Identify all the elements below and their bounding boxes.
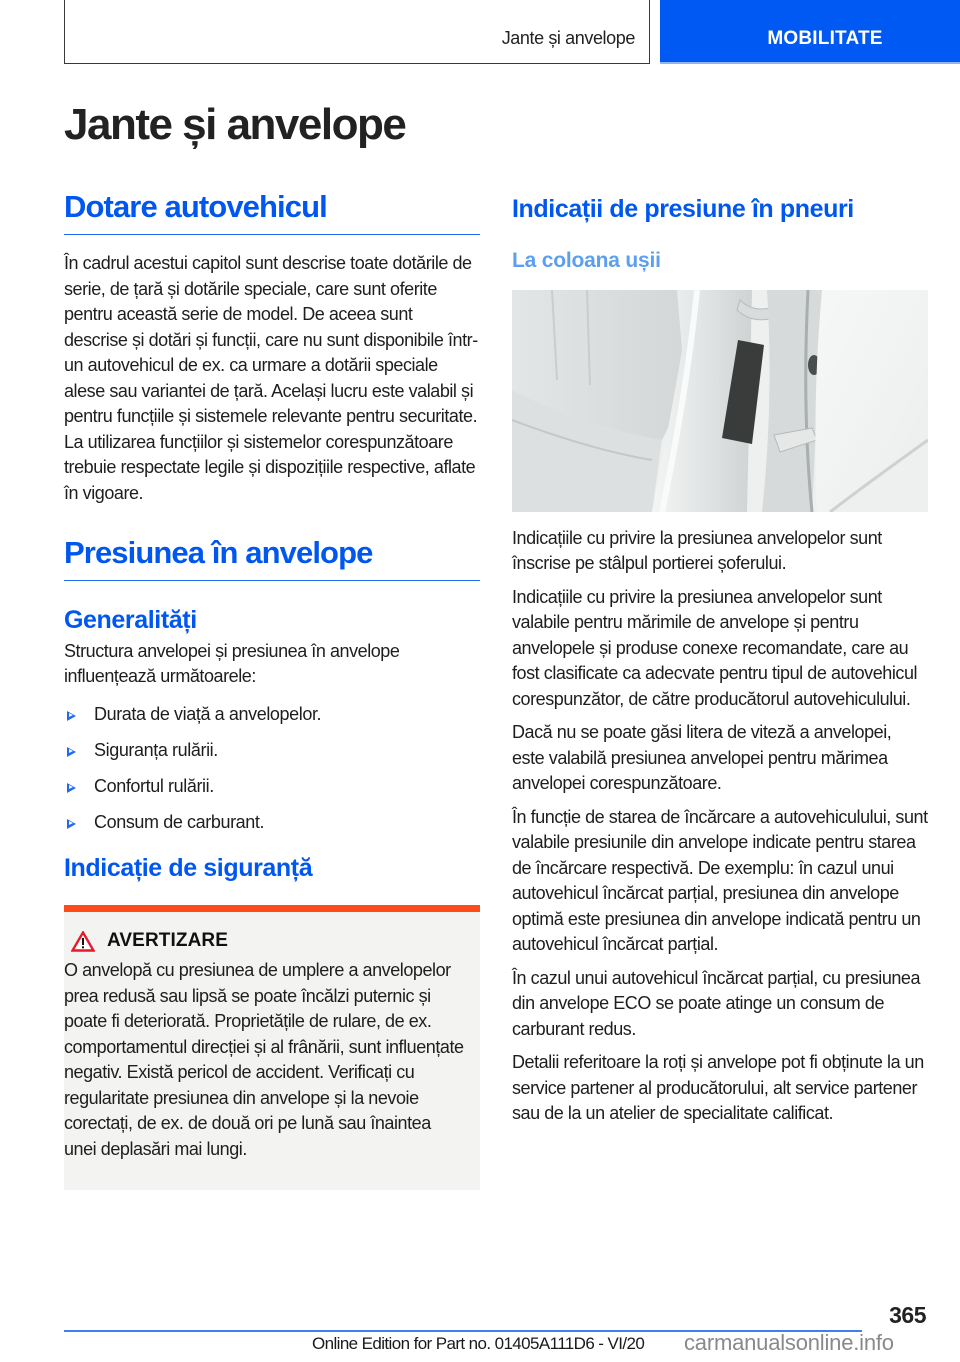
pressure-paragraph-1: Indicațiile cu privire la presiunea anvelopelor sunt înscrise pe stâlpul portierei șoferului. [512, 527, 882, 574]
heading-safety: Indicație de siguranță [64, 853, 313, 882]
page-title: Jante și anvelope [64, 100, 406, 149]
pressure-paragraph-6: Detalii referitoare la roți și anvelope pot fi obținute la un service partener al producătorului, alt service partener sau de la un atelier de specialitate calificat. [512, 1052, 924, 1124]
warning-triangle-icon [71, 931, 95, 952]
running-header-section-tab [660, 0, 960, 64]
list-item: Siguranța rulării. [64, 738, 480, 763]
heading-pressure-info: Indicații de presiune în pneuri [512, 195, 854, 223]
triangle-bullet-icon [67, 819, 76, 829]
pressure-paragraph-4: În funcție de starea de încărcare a autovehiculului, sunt valabile presiunile din anvelope indicate pentru starea de încărcare respectivă. De exemplu: în cazul unui autovehicul încărcat parțial, presiunea din anvelope optimă este presiunea din anvelope indicată pentru un autovehicul încărcat parțial. [512, 806, 928, 955]
page-number: 365 [889, 1302, 926, 1328]
warning-box [64, 905, 480, 1190]
triangle-bullet-icon [67, 783, 76, 793]
door-pillar-drawing [512, 290, 928, 512]
triangle-bullet-icon [67, 711, 76, 721]
left-column [64, 190, 480, 1190]
footer-watermark: carmanualsonline.info [684, 1330, 894, 1355]
warning-header [64, 930, 464, 952]
equipment-paragraph: În cadrul acestui capitol sunt descrise toate dotările de serie, de țară și dotările speciale, care sunt oferite pentru această serie de model. De aceea sunt descrise și dotări și funcții, care nu sunt disponibile într-un autovehicul de ex. ca urmare a dotării speciale alese sau variantei de țară. Același lucru este valabil și pentru funcțiile și sistemele relevante pentru securitate. La utilizarea funcțiilor și sistemelor corespunzătoare trebuie respectate legile și dispozițiile respective, aflate în vigoare. [64, 253, 478, 503]
general-intro: Structura anvelopei și presiunea în anvelope influențează următoarele: [64, 640, 400, 687]
influence-list [64, 702, 480, 835]
heading-door-pillar: La coloana ușii [512, 248, 661, 272]
running-header-chapter: Jante și anvelope [501, 28, 635, 48]
triangle-bullet-icon [67, 747, 76, 757]
right-column [512, 190, 928, 1127]
list-item: Consum de carburant. [64, 810, 480, 835]
heading-general: Generalități [64, 606, 197, 635]
list-item: Confortul rulării. [64, 774, 480, 799]
heading-tire-pressure: Presiunea în anvelope [64, 536, 480, 581]
warning-text: O anvelopă cu presiunea de umplere a anvelopelor prea redusă sau lipsă se poate încălzi puternic și poate fi deteriorată. Proprietățile de rulare, de ex. comportamentul direcției și al frânării, sunt influențate negativ. Există pericol de accident. Verificați cu regularitate presiunea din anvelope și la nevoie corectați, de ex. de două ori pe lună sau înaintea unei deplasări mai lungi. [64, 960, 464, 1159]
footer-edition: Online Edition for Part no. 01405A111D6 - VI/20 [312, 1334, 645, 1353]
warning-title: AVERTIZARE [107, 930, 228, 952]
pressure-paragraph-3: Dacă nu se poate găsi litera de viteză a anvelopei, este valabilă presiunea anvelopei pentru mărimea anvelopei corespunzătoare. [512, 722, 892, 794]
running-header-section: MOBILITATE [767, 28, 883, 49]
heading-equipment: Dotare autovehicul [64, 190, 480, 235]
list-item: Durata de viață a anvelopelor. [64, 702, 480, 727]
door-pillar-illustration [512, 290, 928, 512]
running-header-chapter-box [64, 0, 650, 64]
pressure-paragraph-2: Indicațiile cu privire la presiunea anvelopelor sunt valabile pentru mărimile de anvelope și pentru anvelopele și produse conexe recomandate, care au fost clasificate ca adecvate pentru tipul de autovehicul corespunzător, de către producătorul autovehiculului. [512, 586, 918, 709]
pressure-paragraph-5: În cazul unui autovehicul încărcat parțial, cu presiunea din anvelope ECO se poate atinge un consum de carburant redus. [512, 967, 921, 1039]
